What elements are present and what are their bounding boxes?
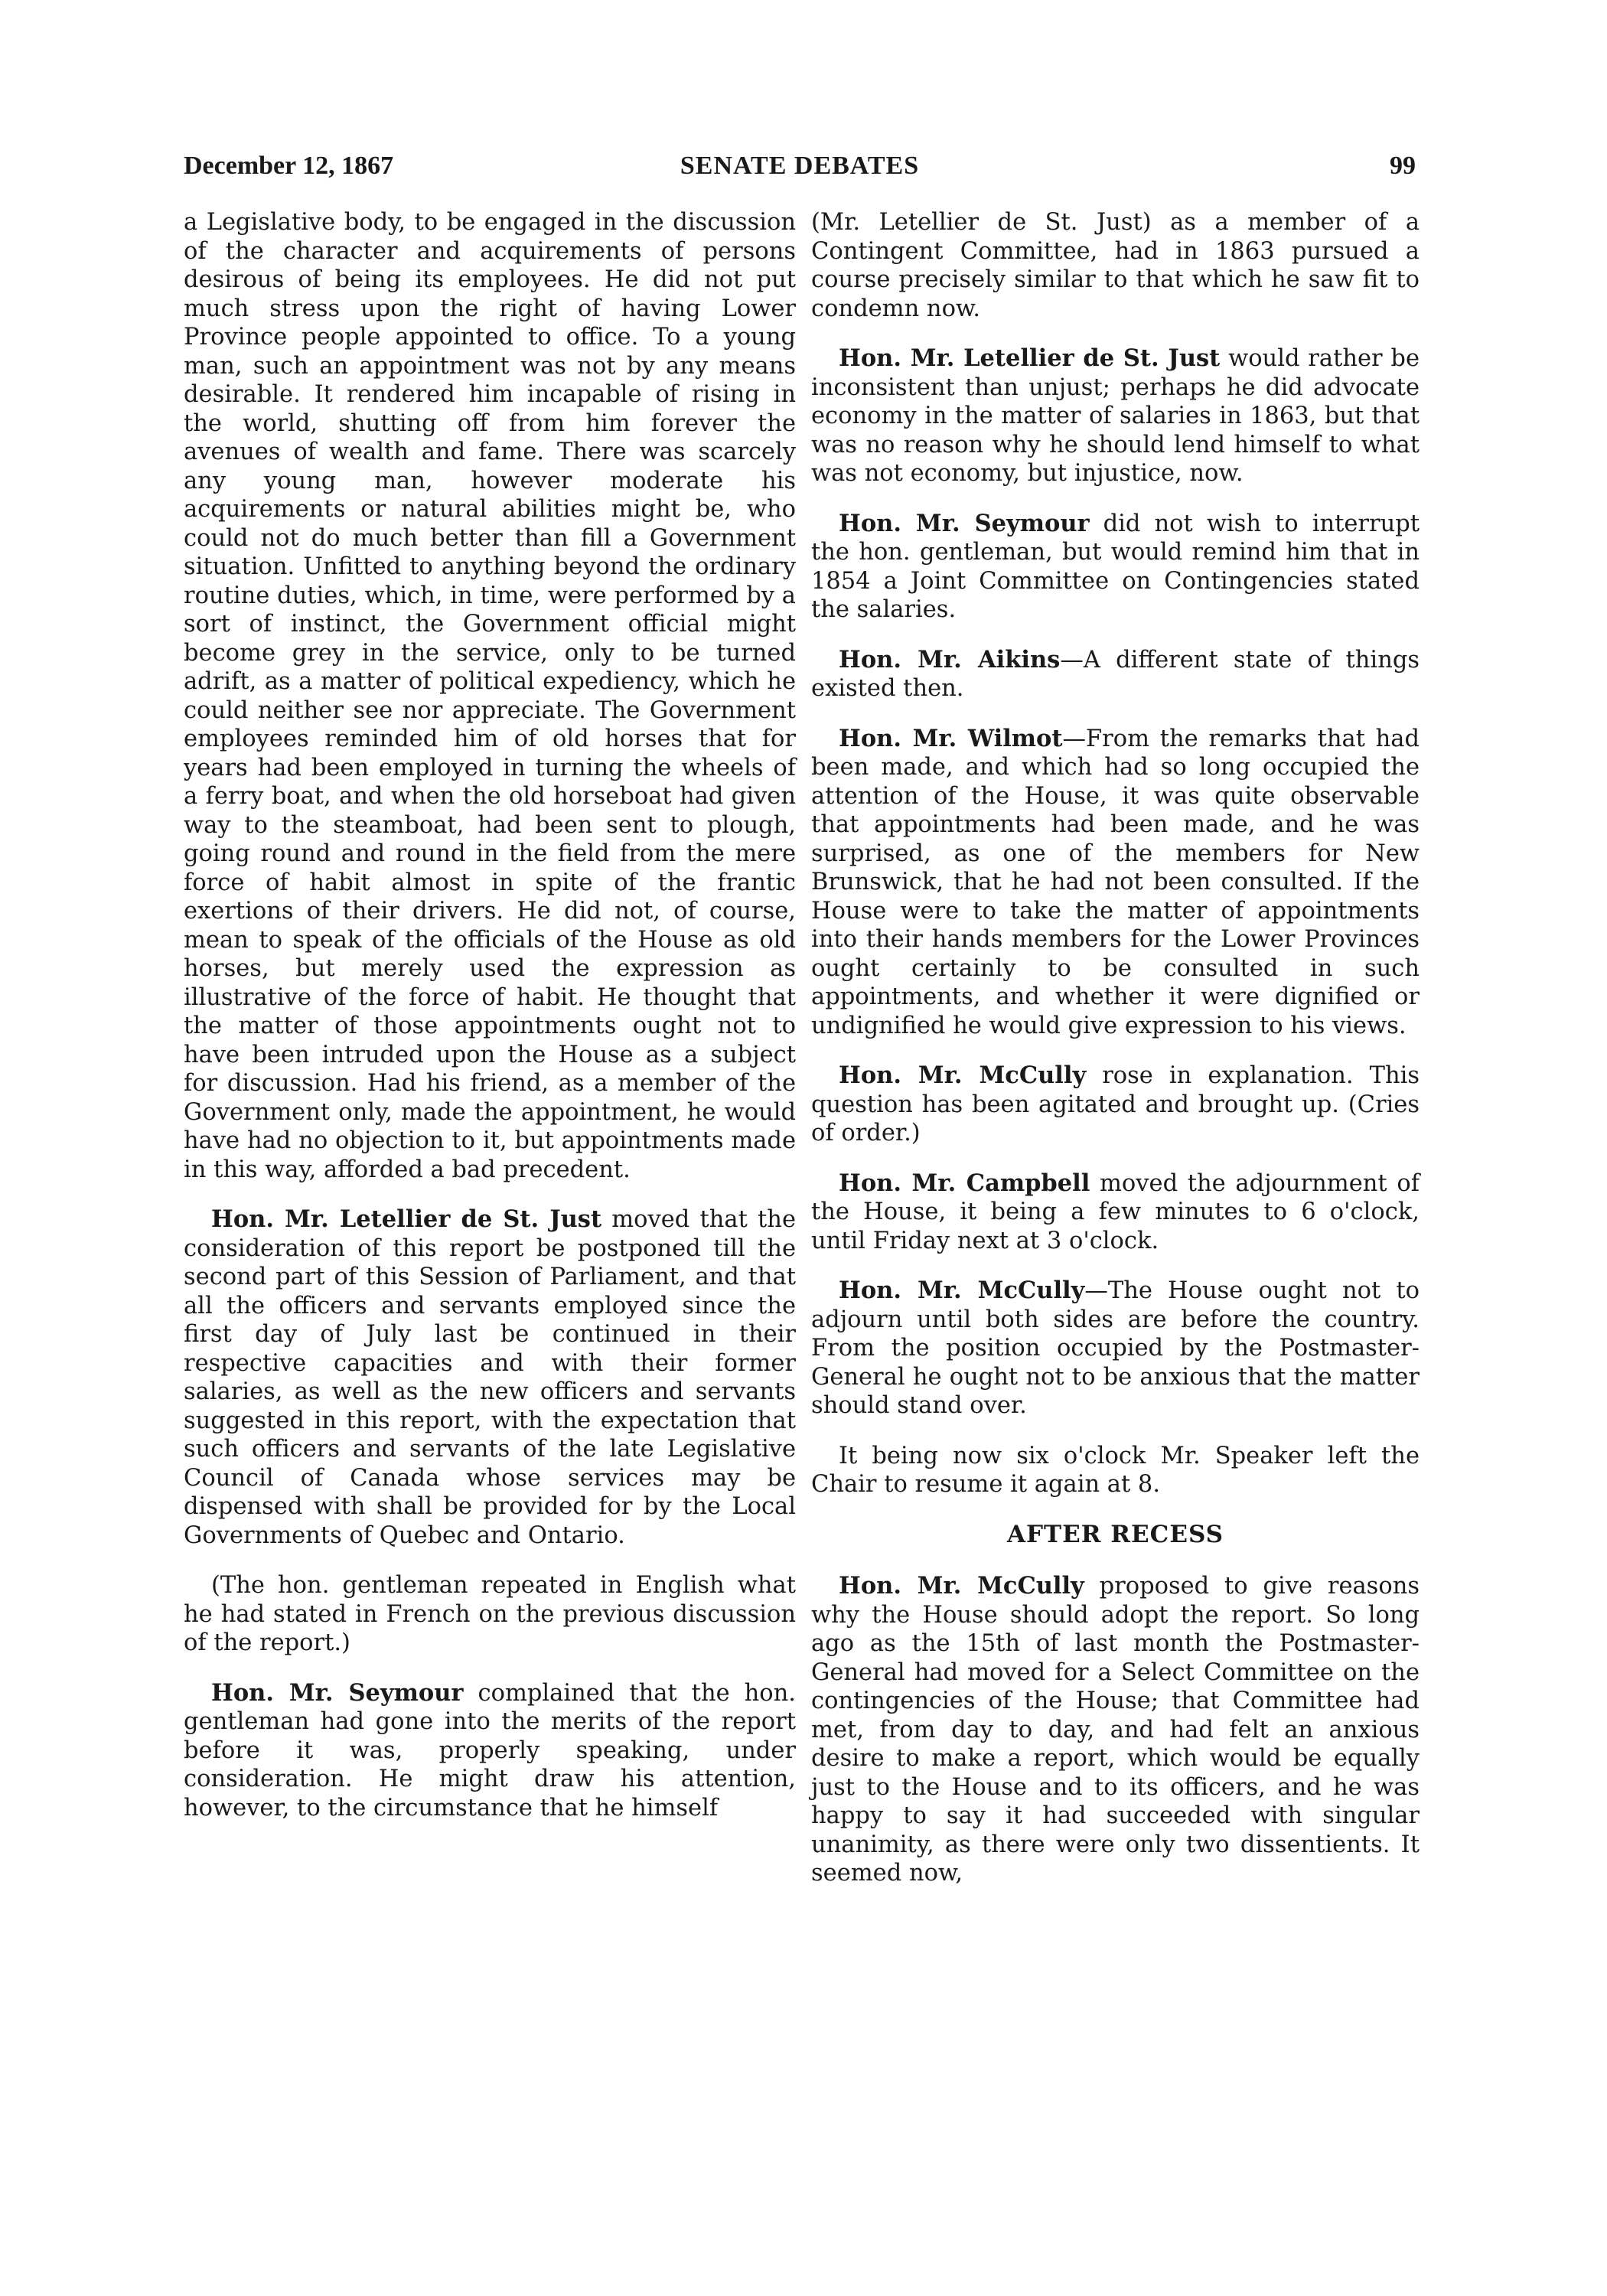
paragraph: [811, 344, 1420, 488]
paragraph: [811, 1062, 1420, 1148]
page-number: 99: [1390, 152, 1416, 180]
paragraph: [811, 725, 1420, 1041]
page-header: [184, 152, 1416, 190]
speaker-name: Hon. Mr. Seymour: [839, 509, 1090, 537]
speech-text: would rather be inconsistent than unjust; perhaps he did advocate economy in the matter of salaries in 1863, but that was no reason why he should lend himself to what was not economy, but injustice, now.: [811, 345, 1420, 487]
speech-text: complained that the hon. gentleman had gone into the merits of the report before it was, properly speaking, under consideration. He might draw his attention, however, to the circumstance that he himself: [184, 1679, 796, 1821]
header-title: SENATE DEBATES: [680, 152, 920, 180]
paragraph: [184, 1679, 796, 1823]
paragraph: [184, 1205, 796, 1550]
speech-text: —From the remarks that had been made, and which had so long occupied the attention of the House, it was quite observable that appointments had been made, and he was surprised, as one of the members for New Brunswick, that he had not been consulted. If the House were to take the matter of appointments into their hands members for the Lower Provinces ought certainly to be consulted in such appointments, and whether it were dignified or undignified he would give expression to his views.: [811, 725, 1420, 1039]
speech-text: —A different state of things existed then.: [811, 646, 1420, 702]
speech-text: proposed to give reasons why the House should adopt the report. So long ago as the 15th of last month the Postmaster-General had moved for a Select Committee on the contingencies of the House; that Committee had met, from day to day, and had felt an anxious desire to make a report, which would be equally just to the House and to its officers, and he was happy to say it had succeeded with singular unanimity, as there were only two dissentients. It seemed now,: [811, 1573, 1420, 1887]
header-date: December 12, 1867: [184, 152, 394, 180]
speech-text: rose in explanation. This question has been agitated and brought up. (Cries of order.): [811, 1062, 1420, 1146]
left-column: [184, 208, 796, 1844]
paragraph: [811, 1572, 1420, 1888]
speech-text: —The House ought not to adjourn until both sides are before the country. From the position occupied by the Postmaster-General he ought not to be anxious that the matter should stand over.: [811, 1277, 1420, 1419]
paragraph: [811, 1277, 1420, 1420]
speech-text: did not wish to interrupt the hon. gentleman, but would remind him that in 1854 a Joint Committee on Contingencies stated the salaries.: [811, 510, 1420, 623]
speaker-name: Hon. Mr. McCully: [839, 1277, 1085, 1304]
speaker-name: Hon. Mr. Aikins: [839, 645, 1061, 673]
paragraph: [811, 646, 1420, 703]
paragraph: It being now six o'clock Mr. Speaker left the Chair to resume it again at 8.: [811, 1442, 1420, 1498]
speaker-name: Hon. Mr. McCully: [839, 1062, 1087, 1089]
speaker-name: Hon. Mr. Letellier de St. Just: [211, 1205, 602, 1233]
speech-text: moved the adjournment of the House, it being a few minutes to 6 o'clock, until Friday next at 3 o'clock.: [811, 1169, 1420, 1254]
speaker-name: Hon. Mr. Letellier de St. Just: [839, 344, 1221, 372]
paragraph: (The hon. gentleman repeated in English what he had stated in French on the previous discussion of the report.): [184, 1572, 796, 1656]
paragraph: [811, 510, 1420, 625]
paragraph: a Legislative body, to be engaged in the discussion of the character and acquirements of persons desirous of being its employees. He did not put much stress upon the right of having Lower Province people appointed to office. To a young man, such an appointment was not by any means desirable. It rendered him incapable of rising in the world, shutting off from him forever the avenues of wealth and fame. There was scarcely any young man, however moderate his acquirements or natural abilities might be, who could not do much better than fill a Government situation. Unfitted to anything beyond the ordinary routine duties, which, in time, were performed by a sort of instinct, the Government official might become grey in the service, only to be turned adrift, as a matter of political expediency, which he could neither see nor appreciate. The Government employees reminded him of old horses that for years had been employed in turning the wheels of a ferry boat, and when the old horseboat had given way to the steamboat, had been sent to plough, going round and round in the field from the mere force of habit almost in spite of the frantic exertions of their drivers. He did not, of course, mean to speak of the officials of the House as old horses, but merely used the expression as illustrative of the force of habit. He thought that the matter of those appointments ought not to have been intruded upon the House as a subject for discussion. Had his friend, as a member of the Government only, made the appointment, he would have had no objection to it, but appointments made in this way, afforded a bad precedent.: [184, 209, 796, 1183]
paragraph: (Mr. Letellier de St. Just) as a member of a Contingent Committee, had in 1863 pursued a course precisely similar to that which he saw fit to condemn now.: [811, 209, 1420, 322]
speaker-name: Hon. Mr. Wilmot: [839, 724, 1063, 752]
speaker-name: Hon. Mr. Campbell: [839, 1169, 1090, 1197]
speaker-name: Hon. Mr. McCully: [839, 1572, 1084, 1600]
speaker-name: Hon. Mr. Seymour: [211, 1678, 464, 1707]
right-column: [811, 208, 1420, 1910]
paragraph: [811, 1169, 1420, 1256]
speech-text: moved that the consideration of this report be postponed till the second part of this Session of Parliament, and that all the officers and servants employed since the first day of July last be continued in their respective capacities and with their former salaries, as well as the new officers and servants suggested in this report, with the expectation that such officers and servants of the late Legislative Council of Canada whose services may be dispensed with shall be provided for by the Local Governments of Quebec and Ontario.: [184, 1206, 796, 1549]
section-heading: AFTER RECESS: [1006, 1520, 1224, 1548]
